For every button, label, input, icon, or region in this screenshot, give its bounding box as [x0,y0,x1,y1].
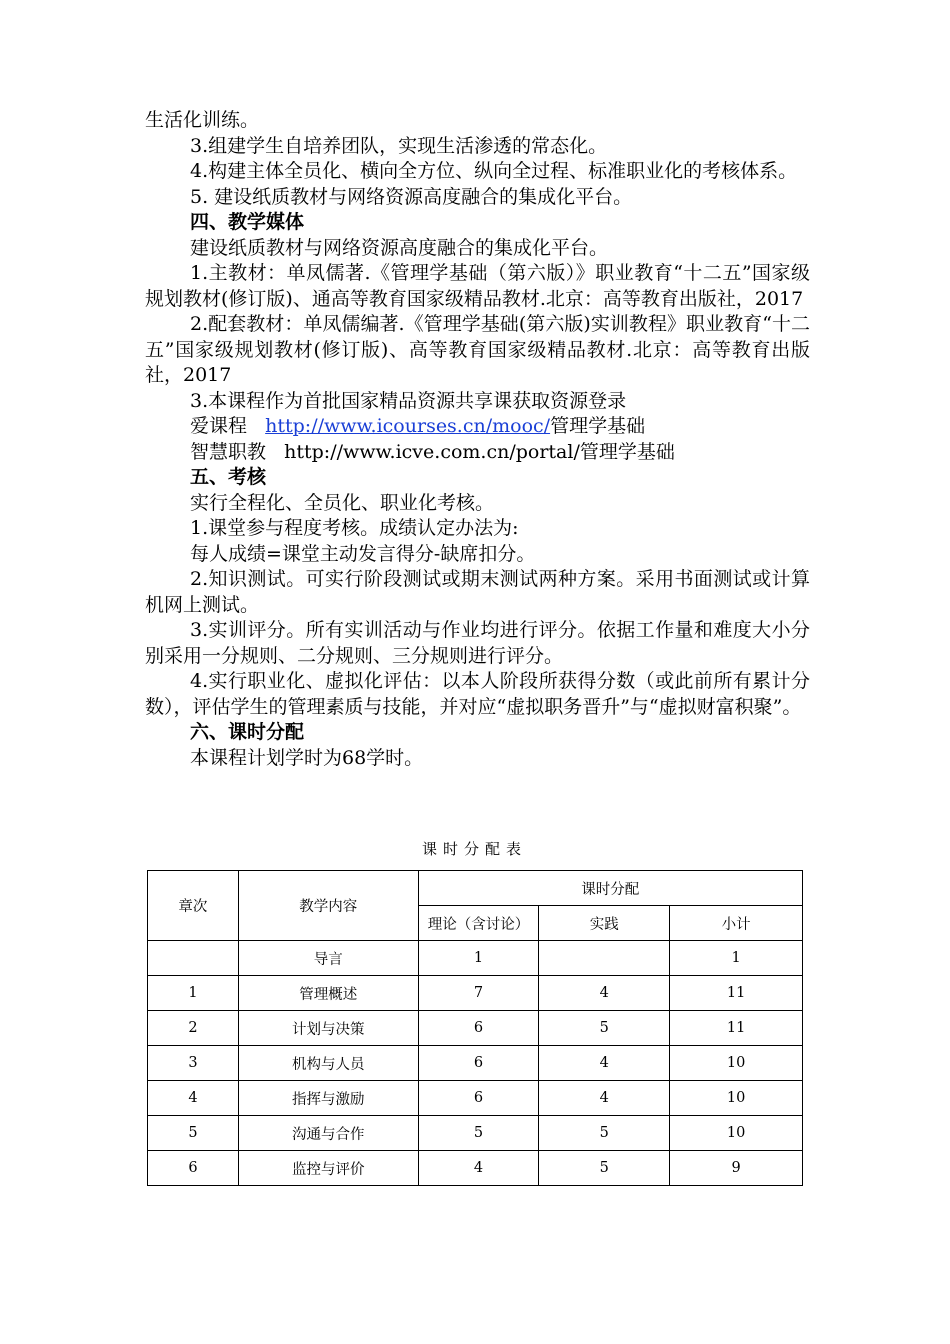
cell-chapter [148,941,239,976]
header-subtotal: 小计 [670,906,803,941]
cell-practice: 5 [539,1116,670,1151]
paragraph: 实行全程化、全员化、职业化考核。 [190,491,495,514]
paragraph: 1.课堂参与程度考核。成绩认定办法为: [190,517,519,539]
section-heading: 四、教学媒体 [190,211,305,233]
cell-chapter: 5 [148,1116,239,1151]
resource-suffix: 管理学基础 [550,415,646,437]
resource-line-icourses [145,414,810,440]
cell-chapter: 2 [148,1011,239,1046]
cell-theory: 7 [418,976,539,1011]
cell-practice: 5 [539,1151,670,1186]
body-text [145,108,810,771]
cell-theory: 1 [418,941,539,976]
table-row [148,1046,803,1081]
paragraph: 4.实行职业化、虚拟化评估：以本人阶段所获得分数（或此前所有累计分数），评估学生的管理素质与技能，并对应“虚拟职务晋升”与“虚拟财富积聚”。 [145,670,810,718]
paragraph: 本课程计划学时为68学时。 [190,746,424,769]
cell-content: 管理概述 [238,976,418,1011]
resource-label: 爱课程 [190,415,248,437]
paragraph: 5. 建设纸质教材与网络资源高度融合的集成化平台。 [190,185,633,208]
header-content: 教学内容 [238,871,418,941]
cell-practice: 4 [539,976,670,1011]
paragraph: 2.配套教材：单凤儒编著.《管理学基础(第六版)实训教程》职业教育“十二五”国家级规划教材(修订版)、高等教育国家级精品教材.北京：高等教育出版社，2017 [145,313,810,386]
cell-content: 沟通与合作 [238,1116,418,1151]
table-row [148,976,803,1011]
table-row [148,1081,803,1116]
header-chapter: 章次 [148,871,239,941]
header-practice: 实践 [539,906,670,941]
cell-theory: 6 [418,1046,539,1081]
resource-line-icve [145,440,810,466]
cell-subtotal: 9 [670,1151,803,1186]
cell-theory: 6 [418,1011,539,1046]
cell-subtotal: 11 [670,976,803,1011]
cell-content: 监控与评价 [238,1151,418,1186]
hours-table [147,870,803,1186]
cell-practice [539,941,670,976]
cell-chapter: 1 [148,976,239,1011]
section-heading: 五、考核 [190,466,267,488]
paragraph: 3.本课程作为首批国家精品资源共享课获取资源登录 [190,389,627,412]
cell-subtotal: 10 [670,1116,803,1151]
cell-theory: 4 [418,1151,539,1186]
paragraph: 每人成绩=课堂主动发言得分-缺席扣分。 [190,542,536,565]
cell-theory: 5 [418,1116,539,1151]
cell-content: 计划与决策 [238,1011,418,1046]
cell-subtotal: 10 [670,1046,803,1081]
table-row [148,941,803,976]
header-hours: 课时分配 [418,871,802,906]
table-caption: 课时分配表 [421,840,527,858]
paragraph: 1.主教材：单凤儒著.《管理学基础（第六版）》职业教育“十二五”国家级规划教材(修订版)、通高等教育国家级精品教材.北京：高等教育出版社，2017 [145,262,810,310]
resource-label: 智慧职教 [190,440,267,463]
paragraph: 3.实训评分。所有实训活动与作业均进行评分。依据工作量和难度大小分别采用一分规则、二分规则、三分规则进行评分。 [145,619,810,667]
cell-practice: 4 [539,1081,670,1116]
cell-theory: 6 [418,1081,539,1116]
cell-content: 指挥与激励 [238,1081,418,1116]
paragraph-group-1 [145,108,810,414]
icve-address: http://www.icve.com.cn/portal/管理学基础 [284,440,675,463]
cell-practice: 5 [539,1011,670,1046]
table-row [148,1151,803,1186]
paragraph: 2.知识测试。可实行阶段测试或期末测试两种方案。采用书面测试或计算机网上测试。 [145,568,810,616]
cell-content: 导言 [238,941,418,976]
paragraph: 生活化训练。 [145,109,260,131]
table-body [148,941,803,1186]
cell-chapter: 6 [148,1151,239,1186]
cell-subtotal: 10 [670,1081,803,1116]
table-row [148,1011,803,1046]
cell-practice: 4 [539,1046,670,1081]
cell-subtotal: 11 [670,1011,803,1046]
cell-chapter: 3 [148,1046,239,1081]
header-theory: 理论（含讨论） [418,906,539,941]
paragraph: 4.构建主体全员化、横向全方位、纵向全过程、标准职业化的考核体系。 [190,160,798,182]
paragraph: 3.组建学生自培养团队，实现生活渗透的常态化。 [190,134,608,157]
section-heading: 六、课时分配 [190,721,305,743]
paragraph: 建设纸质教材与网络资源高度融合的集成化平台。 [190,236,609,259]
table-header-row [148,871,803,906]
paragraph-group-2 [145,465,810,771]
icourses-link[interactable]: http://www.icourses.cn/mooc/ [265,415,551,437]
table-row [148,1116,803,1151]
cell-chapter: 4 [148,1081,239,1116]
cell-content: 机构与人员 [238,1046,418,1081]
cell-subtotal: 1 [670,941,803,976]
